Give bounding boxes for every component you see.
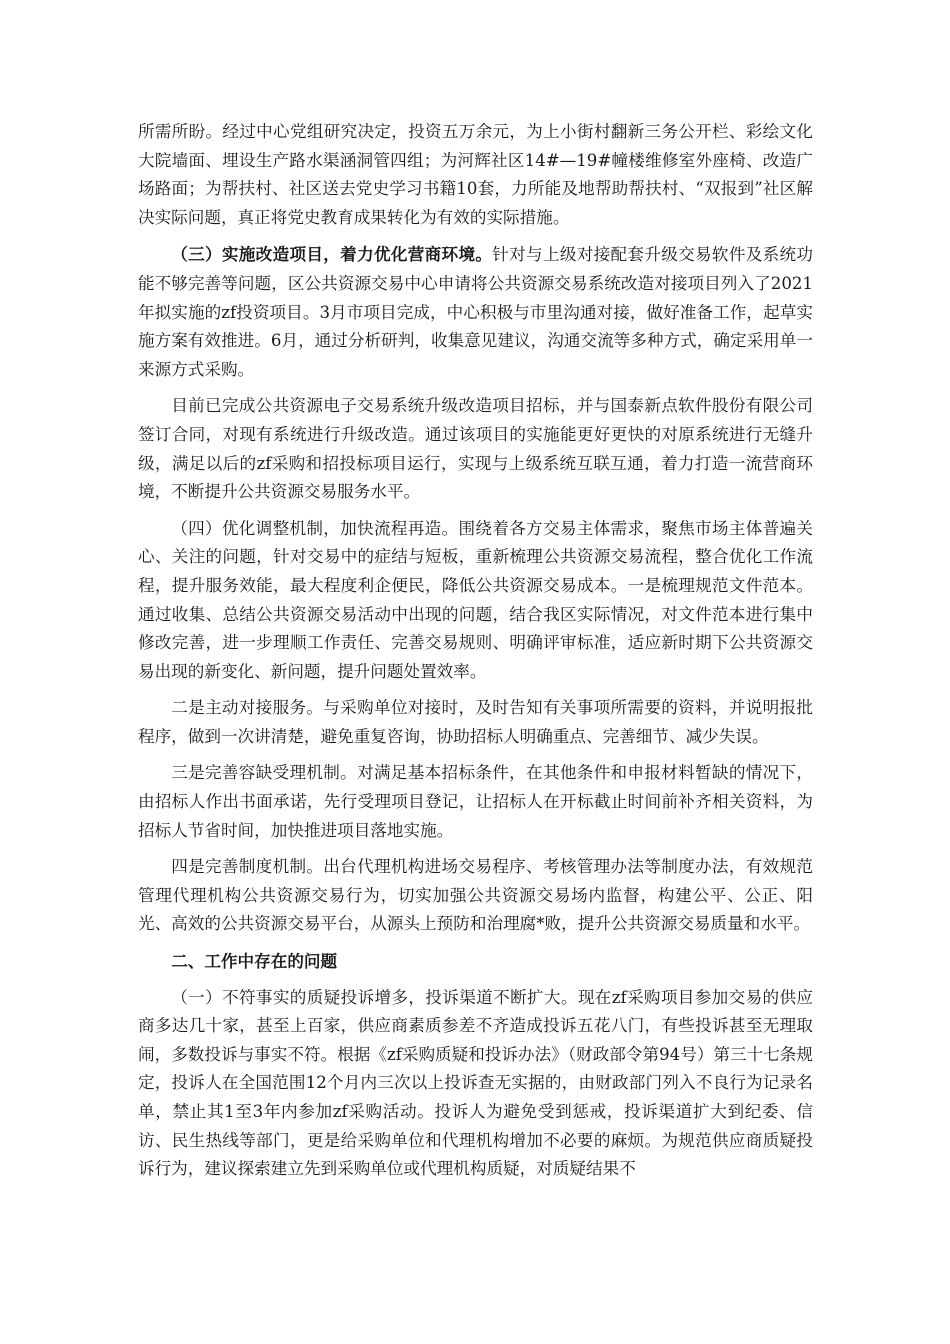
paragraph-text: 所需所盼。经过中心党组研究决定，投资五万余元，为上小街村翻新三务公开栏、彩绘文化大院墙面、埋设生产路水渠涵洞管四组；为河辉社区14#—19#幢楼维修室外座椅、改造广场路面；为帮扶村、社区送去党史学习书籍10套，力所能及地帮助帮扶村、“双报到”社区解决实际问题，真正将党史教育成果转化为有效的实际措施。 bbox=[138, 122, 813, 227]
paragraph-continuation bbox=[138, 118, 813, 232]
paragraph-item-three bbox=[138, 759, 813, 845]
section-heading-problems bbox=[138, 947, 813, 976]
paragraph-text: 四是完善制度机制。出台代理机构进场交易程序、考核管理办法等制度办法，有效规范管理代理机构公共资源交易行为，切实加强公共资源交易场内监督，构建公平、公正、阳光、高效的公共资源交易平台，从源头上预防和治理腐*败，提升公共资源交易质量和水平。 bbox=[138, 857, 813, 934]
paragraph-text: （四）优化调整机制，加快流程再造。围绕着各方交易主体需求，聚焦市场主体普遍关心、关注的问题，针对交易中的症结与短板，重新梳理公共资源交易流程，整合优化工作流程，提升服务效能，最大程度利企便民，降低公共资源交易成本。一是梳理规范文件范本。通过收集、总结公共资源交易活动中出现的问题，结合我区实际情况，对文件范本进行集中修改完善，进一步理顺工作责任、完善交易规则、明确评审标准，适应新时期下公共资源交易出现的新变化、新问题，提升问题处置效率。 bbox=[138, 518, 813, 681]
paragraph-problem-one bbox=[138, 984, 813, 1184]
paragraph-system-upgrade bbox=[138, 392, 813, 506]
paragraph-text: （一）不符事实的质疑投诉增多，投诉渠道不断扩大。现在zf采购项目参加交易的供应商多达几十家，甚至上百家，供应商素质参差不齐造成投诉五花八门，有些投诉甚至无理取闹，多数投诉与事实不符。根据《zf采购质疑和投诉办法》（财政部令第94号）第三十七条规定，投诉人在全国范围12个月内三次以上投诉查无实据的，由财政部门列入不良行为记录名单，禁止其1至3年内参加zf采购活动。投诉人为避免受到惩戒，投诉渠道扩大到纪委、信访、民生热线等部门，更是给采购单位和代理机构增加不必要的麻烦。为规范供应商质疑投诉行为，建议探索建立先到采购单位或代理机构质疑，对质疑结果不 bbox=[138, 987, 813, 1179]
section-lead-heading: （三）实施改造项目，着力优化营商环境。 bbox=[171, 244, 493, 265]
paragraph-text: 目前已完成公共资源电子交易系统升级改造项目招标，并与国泰新点软件股份有限公司签订合同，对现有系统进行升级改造。通过该项目的实施能更好更快的对原系统进行无缝升级，满足以后的zf采购和招投标项目运行，实现与上级系统互联互通，着力打造一流营商环境，不断提升公共资源交易服务水平。 bbox=[138, 396, 813, 502]
paragraph-text: 针对与上级对接配套升级交易软件及系统功能不够完善等问题，区公共资源交易中心申请将公共资源交易系统改造对接项目列入了2021年拟实施的zf投资项目。3月市项目完成，中心积极与市里沟通对接，做好准备工作，起草实施方案有效推进。6月，通过分析研判，收集意见建议，沟通交流等多种方式，确定采用单一来源方式采购。 bbox=[138, 245, 814, 379]
heading-text: 二、工作中存在的问题 bbox=[171, 951, 338, 972]
paragraph-item-four bbox=[138, 853, 813, 939]
paragraph-item-two bbox=[138, 694, 813, 751]
paragraph-text: 三是完善容缺受理机制。对满足基本招标条件，在其他条件和申报材料暂缺的情况下，由招标人作出书面承诺，先行受理项目登记，让招标人在开标截止时间前补齐相关资料，为招标人节省时间，加快推进项目落地实施。 bbox=[138, 763, 813, 840]
document-page bbox=[138, 118, 813, 1192]
paragraph-section-four bbox=[138, 515, 813, 687]
paragraph-text: 二是主动对接服务。与采购单位对接时，及时告知有关事项所需要的资料，并说明报批程序，做到一次讲清楚，避免重复咨询，协助招标人明确重点、完善细节、减少失误。 bbox=[138, 698, 813, 746]
paragraph-section-three bbox=[138, 240, 813, 384]
